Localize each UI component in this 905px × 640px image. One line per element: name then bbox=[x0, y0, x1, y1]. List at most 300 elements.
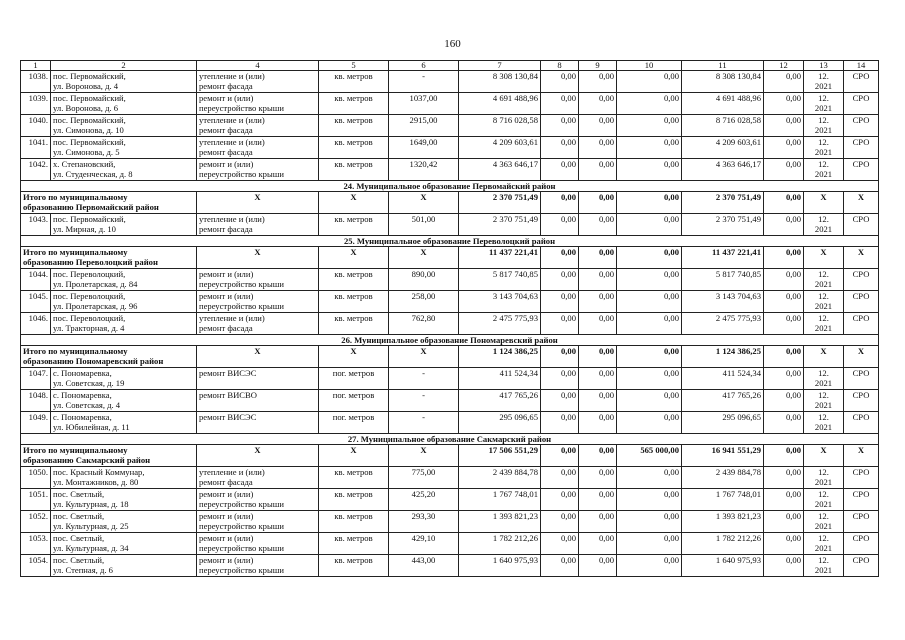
deadline-year: 2021 bbox=[814, 499, 833, 509]
funding-cell: 0,00 bbox=[579, 159, 617, 181]
address-locality: пос. Переволоцкий, bbox=[53, 269, 126, 279]
deadline-month: 12. bbox=[818, 214, 829, 224]
category-cell: СРО bbox=[844, 467, 879, 489]
deadline-cell bbox=[804, 93, 844, 115]
row-number: 1045. bbox=[21, 291, 51, 313]
unit-cell: кв. метров bbox=[319, 467, 389, 489]
volume-cell: - bbox=[389, 412, 459, 434]
work-type-cell bbox=[197, 159, 319, 181]
deadline-year: 2021 bbox=[814, 477, 833, 487]
deadline-cell bbox=[804, 412, 844, 434]
building-row bbox=[21, 467, 879, 489]
section-header-row bbox=[21, 335, 879, 346]
work-type-line: утепление и (или) bbox=[199, 467, 265, 477]
funding-cell: 0,00 bbox=[764, 445, 804, 467]
row-number: 1044. bbox=[21, 269, 51, 291]
funding-cell: 0,00 bbox=[617, 555, 682, 577]
address-cell bbox=[51, 137, 197, 159]
building-row bbox=[21, 291, 879, 313]
address-street: ул. Мирная, д. 10 bbox=[53, 224, 116, 234]
work-type-cell bbox=[197, 489, 319, 511]
not-applicable-mark: Х bbox=[319, 346, 389, 368]
deadline-cell bbox=[804, 115, 844, 137]
fund-cost-cell: 1 782 212,26 bbox=[682, 533, 764, 555]
address-street: ул. Симонова, д. 5 bbox=[53, 147, 120, 157]
total-label-line: образованию Сакмарский район bbox=[23, 455, 151, 465]
funding-cell: 0,00 bbox=[579, 192, 617, 214]
funding-cell: 0,00 bbox=[541, 368, 579, 390]
address-cell bbox=[51, 533, 197, 555]
volume-cell: 1037,00 bbox=[389, 93, 459, 115]
fund-cost-cell: 2 370 751,49 bbox=[682, 214, 764, 236]
deadline-cell bbox=[804, 489, 844, 511]
total-cost-cell: 1 782 212,26 bbox=[459, 533, 541, 555]
funding-cell: 0,00 bbox=[579, 511, 617, 533]
funding-cell: 0,00 bbox=[764, 137, 804, 159]
total-label-line: образованию Первомайский район bbox=[23, 202, 159, 212]
funding-cell: 0,00 bbox=[541, 247, 579, 269]
funding-cell: 0,00 bbox=[764, 269, 804, 291]
fund-cost-cell: 1 767 748,01 bbox=[682, 489, 764, 511]
funding-cell: 0,00 bbox=[617, 269, 682, 291]
address-locality: с. Пономаревка, bbox=[53, 412, 112, 422]
building-row bbox=[21, 137, 879, 159]
column-number-cell: 2 bbox=[51, 61, 197, 71]
building-row bbox=[21, 93, 879, 115]
total-cost-cell: 411 524,34 bbox=[459, 368, 541, 390]
address-cell bbox=[51, 368, 197, 390]
not-applicable-mark: Х bbox=[389, 346, 459, 368]
volume-cell: - bbox=[389, 368, 459, 390]
funding-cell: 0,00 bbox=[764, 159, 804, 181]
work-type-line: утепление и (или) bbox=[199, 115, 265, 125]
total-cost-cell: 1 393 821,23 bbox=[459, 511, 541, 533]
funding-cell: 0,00 bbox=[764, 192, 804, 214]
total-label-line: Итого по муниципальному bbox=[23, 346, 128, 356]
funding-cell: 0,00 bbox=[579, 313, 617, 335]
funding-cell: 0,00 bbox=[541, 214, 579, 236]
funding-cell: 0,00 bbox=[764, 93, 804, 115]
column-number-cell: 11 bbox=[682, 61, 764, 71]
work-type-line: ремонт и (или) bbox=[199, 533, 254, 543]
deadline-cell bbox=[804, 313, 844, 335]
deadline-month: 12. bbox=[818, 71, 829, 81]
funding-cell: 0,00 bbox=[617, 291, 682, 313]
unit-cell: кв. метров bbox=[319, 269, 389, 291]
deadline-month: 12. bbox=[818, 269, 829, 279]
address-street: ул. Культурная, д. 25 bbox=[53, 521, 129, 531]
address-street: ул. Советская, д. 4 bbox=[53, 400, 121, 410]
section-title: 26. Муниципальное образование Пономаревский район bbox=[21, 335, 879, 346]
address-locality: с. Пономаревка, bbox=[53, 368, 112, 378]
address-locality: пос. Первомайский, bbox=[53, 93, 126, 103]
funding-cell: 0,00 bbox=[764, 412, 804, 434]
building-row bbox=[21, 555, 879, 577]
volume-cell: 2915,00 bbox=[389, 115, 459, 137]
total-cost-cell: 2 370 751,49 bbox=[459, 192, 541, 214]
funding-cell: 0,00 bbox=[541, 346, 579, 368]
address-locality: пос. Переволоцкий, bbox=[53, 291, 126, 301]
work-type-line: ремонт ВИСЭС bbox=[199, 412, 257, 422]
column-number-cell: 5 bbox=[319, 61, 389, 71]
category-cell: СРО bbox=[844, 533, 879, 555]
row-number: 1046. bbox=[21, 313, 51, 335]
funding-cell: 0,00 bbox=[541, 137, 579, 159]
funding-cell: 0,00 bbox=[579, 390, 617, 412]
work-type-cell bbox=[197, 214, 319, 236]
total-cost-cell: 295 096,65 bbox=[459, 412, 541, 434]
unit-cell: кв. метров bbox=[319, 489, 389, 511]
work-type-cell bbox=[197, 71, 319, 93]
address-street: ул. Пролетарская, д. 96 bbox=[53, 301, 138, 311]
funding-cell: 0,00 bbox=[579, 137, 617, 159]
volume-cell: - bbox=[389, 390, 459, 412]
funding-cell: 0,00 bbox=[617, 511, 682, 533]
address-street: ул. Степная, д. 6 bbox=[53, 565, 113, 575]
category-cell: СРО bbox=[844, 511, 879, 533]
total-cost-cell: 417 765,26 bbox=[459, 390, 541, 412]
row-number: 1054. bbox=[21, 555, 51, 577]
fund-cost-cell: 4 363 646,17 bbox=[682, 159, 764, 181]
work-type-line: переустройство крыши bbox=[199, 169, 284, 179]
total-cost-cell: 2 439 884,78 bbox=[459, 467, 541, 489]
row-number: 1050. bbox=[21, 467, 51, 489]
work-type-cell bbox=[197, 511, 319, 533]
unit-cell: кв. метров bbox=[319, 115, 389, 137]
address-cell bbox=[51, 93, 197, 115]
fund-cost-cell: 2 475 775,93 bbox=[682, 313, 764, 335]
not-applicable-mark: Х bbox=[844, 445, 879, 467]
work-type-cell bbox=[197, 412, 319, 434]
deadline-month: 12. bbox=[818, 313, 829, 323]
address-street: ул. Советская, д. 19 bbox=[53, 378, 125, 388]
deadline-cell bbox=[804, 555, 844, 577]
work-type-line: ремонт ВИСЭС bbox=[199, 368, 257, 378]
funding-cell: 0,00 bbox=[579, 346, 617, 368]
funding-cell: 0,00 bbox=[764, 489, 804, 511]
address-cell bbox=[51, 555, 197, 577]
page-number: 160 bbox=[444, 38, 461, 50]
fund-cost-cell: 16 941 551,29 bbox=[682, 445, 764, 467]
work-type-line: переустройство крыши bbox=[199, 301, 284, 311]
deadline-year: 2021 bbox=[814, 301, 833, 311]
deadline-month: 12. bbox=[818, 93, 829, 103]
funding-cell: 0,00 bbox=[579, 445, 617, 467]
funding-cell: 0,00 bbox=[617, 390, 682, 412]
deadline-cell bbox=[804, 214, 844, 236]
category-cell: СРО bbox=[844, 93, 879, 115]
deadline-cell bbox=[804, 137, 844, 159]
municipality-total-row bbox=[21, 192, 879, 214]
funding-cell: 0,00 bbox=[541, 467, 579, 489]
address-cell bbox=[51, 313, 197, 335]
deadline-month: 12. bbox=[818, 412, 829, 422]
unit-cell: кв. метров bbox=[319, 214, 389, 236]
address-street: ул. Культурная, д. 18 bbox=[53, 499, 129, 509]
deadline-year: 2021 bbox=[814, 565, 833, 575]
building-row bbox=[21, 269, 879, 291]
total-label-line: Итого по муниципальному bbox=[23, 445, 128, 455]
total-label bbox=[21, 346, 197, 368]
section-header-row bbox=[21, 434, 879, 445]
address-street: ул. Юбилейная, д. 11 bbox=[53, 422, 130, 432]
work-type-cell bbox=[197, 467, 319, 489]
address-locality: пос. Светлый, bbox=[53, 489, 105, 499]
unit-cell: кв. метров bbox=[319, 533, 389, 555]
work-type-line: ремонт фасада bbox=[199, 81, 253, 91]
fund-cost-cell: 5 817 740,85 bbox=[682, 269, 764, 291]
deadline-cell bbox=[804, 71, 844, 93]
address-locality: пос. Красный Коммунар, bbox=[53, 467, 145, 477]
funding-cell: 0,00 bbox=[764, 115, 804, 137]
deadline-year: 2021 bbox=[814, 323, 833, 333]
funding-cell: 0,00 bbox=[541, 489, 579, 511]
fund-cost-cell: 3 143 704,63 bbox=[682, 291, 764, 313]
volume-cell: 762,80 bbox=[389, 313, 459, 335]
fund-cost-cell: 11 437 221,41 bbox=[682, 247, 764, 269]
section-header-row bbox=[21, 181, 879, 192]
volume-cell: 258,00 bbox=[389, 291, 459, 313]
row-number: 1041. bbox=[21, 137, 51, 159]
row-number: 1047. bbox=[21, 368, 51, 390]
address-street: ул. Культурная, д. 34 bbox=[53, 543, 129, 553]
address-cell bbox=[51, 511, 197, 533]
address-locality: пос. Первомайский, bbox=[53, 71, 126, 81]
funding-cell: 0,00 bbox=[541, 412, 579, 434]
work-type-line: переустройство крыши bbox=[199, 279, 284, 289]
funding-cell: 0,00 bbox=[617, 93, 682, 115]
total-cost-cell: 3 143 704,63 bbox=[459, 291, 541, 313]
funding-cell: 0,00 bbox=[541, 390, 579, 412]
address-cell bbox=[51, 71, 197, 93]
unit-cell: кв. метров bbox=[319, 313, 389, 335]
volume-cell: 890,00 bbox=[389, 269, 459, 291]
address-street: ул. Монтажников, д. 80 bbox=[53, 477, 139, 487]
column-number-header bbox=[21, 61, 879, 71]
not-applicable-mark: Х bbox=[197, 346, 319, 368]
funding-cell: 0,00 bbox=[579, 214, 617, 236]
not-applicable-mark: Х bbox=[197, 192, 319, 214]
unit-cell: кв. метров bbox=[319, 555, 389, 577]
total-cost-cell: 11 437 221,41 bbox=[459, 247, 541, 269]
not-applicable-mark: Х bbox=[844, 346, 879, 368]
deadline-month: 12. bbox=[818, 390, 829, 400]
building-row bbox=[21, 71, 879, 93]
not-applicable-mark: Х bbox=[197, 247, 319, 269]
address-street: ул. Пролетарская, д. 84 bbox=[53, 279, 138, 289]
funding-cell: 0,00 bbox=[617, 467, 682, 489]
address-locality: с. Пономаревка, bbox=[53, 390, 112, 400]
fund-cost-cell: 8 308 130,84 bbox=[682, 71, 764, 93]
deadline-cell bbox=[804, 269, 844, 291]
total-cost-cell: 2 475 775,93 bbox=[459, 313, 541, 335]
category-cell: СРО bbox=[844, 137, 879, 159]
row-number: 1038. bbox=[21, 71, 51, 93]
building-row bbox=[21, 313, 879, 335]
unit-cell: кв. метров bbox=[319, 93, 389, 115]
category-cell: СРО bbox=[844, 159, 879, 181]
funding-cell: 0,00 bbox=[764, 467, 804, 489]
building-row bbox=[21, 159, 879, 181]
category-cell: СРО bbox=[844, 115, 879, 137]
section-title: 24. Муниципальное образование Первомайский район bbox=[21, 181, 879, 192]
funding-cell: 0,00 bbox=[617, 346, 682, 368]
deadline-year: 2021 bbox=[814, 125, 833, 135]
work-type-cell bbox=[197, 368, 319, 390]
funding-cell: 0,00 bbox=[579, 247, 617, 269]
deadline-year: 2021 bbox=[814, 169, 833, 179]
address-cell bbox=[51, 489, 197, 511]
address-cell bbox=[51, 214, 197, 236]
funding-cell: 0,00 bbox=[541, 93, 579, 115]
address-locality: пос. Переволоцкий, bbox=[53, 313, 126, 323]
funding-cell: 0,00 bbox=[617, 214, 682, 236]
total-cost-cell: 4 691 488,96 bbox=[459, 93, 541, 115]
funding-cell: 0,00 bbox=[764, 555, 804, 577]
building-row bbox=[21, 214, 879, 236]
category-cell: СРО bbox=[844, 291, 879, 313]
total-label bbox=[21, 247, 197, 269]
row-number: 1053. bbox=[21, 533, 51, 555]
deadline-month: 12. bbox=[818, 511, 829, 521]
not-applicable-mark: Х bbox=[319, 445, 389, 467]
deadline-year: 2021 bbox=[814, 147, 833, 157]
funding-cell: 0,00 bbox=[579, 71, 617, 93]
not-applicable-mark: Х bbox=[844, 192, 879, 214]
row-number: 1042. bbox=[21, 159, 51, 181]
column-number-cell: 12 bbox=[764, 61, 804, 71]
work-type-line: утепление и (или) bbox=[199, 313, 265, 323]
deadline-month: 12. bbox=[818, 368, 829, 378]
row-number: 1049. bbox=[21, 412, 51, 434]
unit-cell: кв. метров bbox=[319, 511, 389, 533]
funding-cell: 565 000,00 bbox=[617, 445, 682, 467]
funding-cell: 0,00 bbox=[579, 269, 617, 291]
total-label bbox=[21, 445, 197, 467]
unit-cell: кв. метров bbox=[319, 159, 389, 181]
address-cell bbox=[51, 269, 197, 291]
address-cell bbox=[51, 159, 197, 181]
funding-cell: 0,00 bbox=[764, 390, 804, 412]
column-number-cell: 1 bbox=[21, 61, 51, 71]
funding-cell: 0,00 bbox=[617, 115, 682, 137]
address-cell bbox=[51, 115, 197, 137]
work-type-cell bbox=[197, 115, 319, 137]
row-number: 1051. bbox=[21, 489, 51, 511]
deadline-month: 12. bbox=[818, 291, 829, 301]
municipality-total-row bbox=[21, 445, 879, 467]
deadline-month: 12. bbox=[818, 489, 829, 499]
not-applicable-mark: Х bbox=[319, 247, 389, 269]
deadline-cell bbox=[804, 467, 844, 489]
funding-cell: 0,00 bbox=[579, 533, 617, 555]
not-applicable-mark: Х bbox=[389, 445, 459, 467]
work-type-line: переустройство крыши bbox=[199, 499, 284, 509]
total-cost-cell: 1 767 748,01 bbox=[459, 489, 541, 511]
not-applicable-mark: Х bbox=[804, 247, 844, 269]
not-applicable-mark: Х bbox=[804, 346, 844, 368]
row-number: 1040. bbox=[21, 115, 51, 137]
address-cell bbox=[51, 467, 197, 489]
building-row bbox=[21, 115, 879, 137]
not-applicable-mark: Х bbox=[804, 192, 844, 214]
funding-cell: 0,00 bbox=[579, 467, 617, 489]
work-type-cell bbox=[197, 313, 319, 335]
work-type-line: ремонт и (или) bbox=[199, 489, 254, 499]
work-type-line: ремонт фасада bbox=[199, 323, 253, 333]
address-street: ул. Воронова, д. 4 bbox=[53, 81, 119, 91]
fund-cost-cell: 417 765,26 bbox=[682, 390, 764, 412]
section-title: 25. Муниципальное образование Переволоцкий район bbox=[21, 236, 879, 247]
table-body bbox=[21, 71, 879, 577]
fund-cost-cell: 2 370 751,49 bbox=[682, 192, 764, 214]
funding-cell: 0,00 bbox=[541, 445, 579, 467]
total-cost-cell: 4 363 646,17 bbox=[459, 159, 541, 181]
funding-cell: 0,00 bbox=[764, 511, 804, 533]
unit-cell: кв. метров bbox=[319, 71, 389, 93]
funding-cell: 0,00 bbox=[617, 159, 682, 181]
total-cost-cell: 2 370 751,49 bbox=[459, 214, 541, 236]
work-type-cell bbox=[197, 269, 319, 291]
funding-cell: 0,00 bbox=[579, 115, 617, 137]
total-cost-cell: 1 640 975,93 bbox=[459, 555, 541, 577]
work-type-line: ремонт и (или) bbox=[199, 291, 254, 301]
not-applicable-mark: Х bbox=[389, 192, 459, 214]
deadline-cell bbox=[804, 511, 844, 533]
funding-cell: 0,00 bbox=[764, 214, 804, 236]
building-row bbox=[21, 511, 879, 533]
funding-cell: 0,00 bbox=[617, 368, 682, 390]
deadline-year: 2021 bbox=[814, 103, 833, 113]
address-street: ул. Воронова, д. 6 bbox=[53, 103, 119, 113]
category-cell: СРО bbox=[844, 489, 879, 511]
building-row bbox=[21, 412, 879, 434]
funding-cell: 0,00 bbox=[541, 533, 579, 555]
funding-cell: 0,00 bbox=[617, 247, 682, 269]
funding-cell: 0,00 bbox=[541, 291, 579, 313]
funding-cell: 0,00 bbox=[764, 291, 804, 313]
unit-cell: кв. метров bbox=[319, 137, 389, 159]
funding-cell: 0,00 bbox=[541, 269, 579, 291]
total-cost-cell: 8 716 028,58 bbox=[459, 115, 541, 137]
volume-cell: 293,30 bbox=[389, 511, 459, 533]
work-type-line: переустройство крыши bbox=[199, 543, 284, 553]
address-locality: пос. Светлый, bbox=[53, 511, 105, 521]
deadline-year: 2021 bbox=[814, 279, 833, 289]
address-street: ул. Студенческая, д. 8 bbox=[53, 169, 133, 179]
category-cell: СРО bbox=[844, 71, 879, 93]
deadline-month: 12. bbox=[818, 555, 829, 565]
address-locality: пос. Светлый, bbox=[53, 555, 105, 565]
funding-cell: 0,00 bbox=[579, 489, 617, 511]
fund-cost-cell: 8 716 028,58 bbox=[682, 115, 764, 137]
municipality-total-row bbox=[21, 346, 879, 368]
work-type-cell bbox=[197, 137, 319, 159]
work-type-line: переустройство крыши bbox=[199, 521, 284, 531]
unit-cell: пог. метров bbox=[319, 412, 389, 434]
building-row bbox=[21, 368, 879, 390]
work-type-line: ремонт и (или) bbox=[199, 511, 254, 521]
not-applicable-mark: Х bbox=[844, 247, 879, 269]
work-type-line: утепление и (или) bbox=[199, 137, 265, 147]
fund-cost-cell: 4 691 488,96 bbox=[682, 93, 764, 115]
volume-cell: 443,00 bbox=[389, 555, 459, 577]
work-type-cell bbox=[197, 93, 319, 115]
volume-cell: 425,20 bbox=[389, 489, 459, 511]
fund-cost-cell: 411 524,34 bbox=[682, 368, 764, 390]
funding-cell: 0,00 bbox=[617, 192, 682, 214]
funding-cell: 0,00 bbox=[579, 93, 617, 115]
